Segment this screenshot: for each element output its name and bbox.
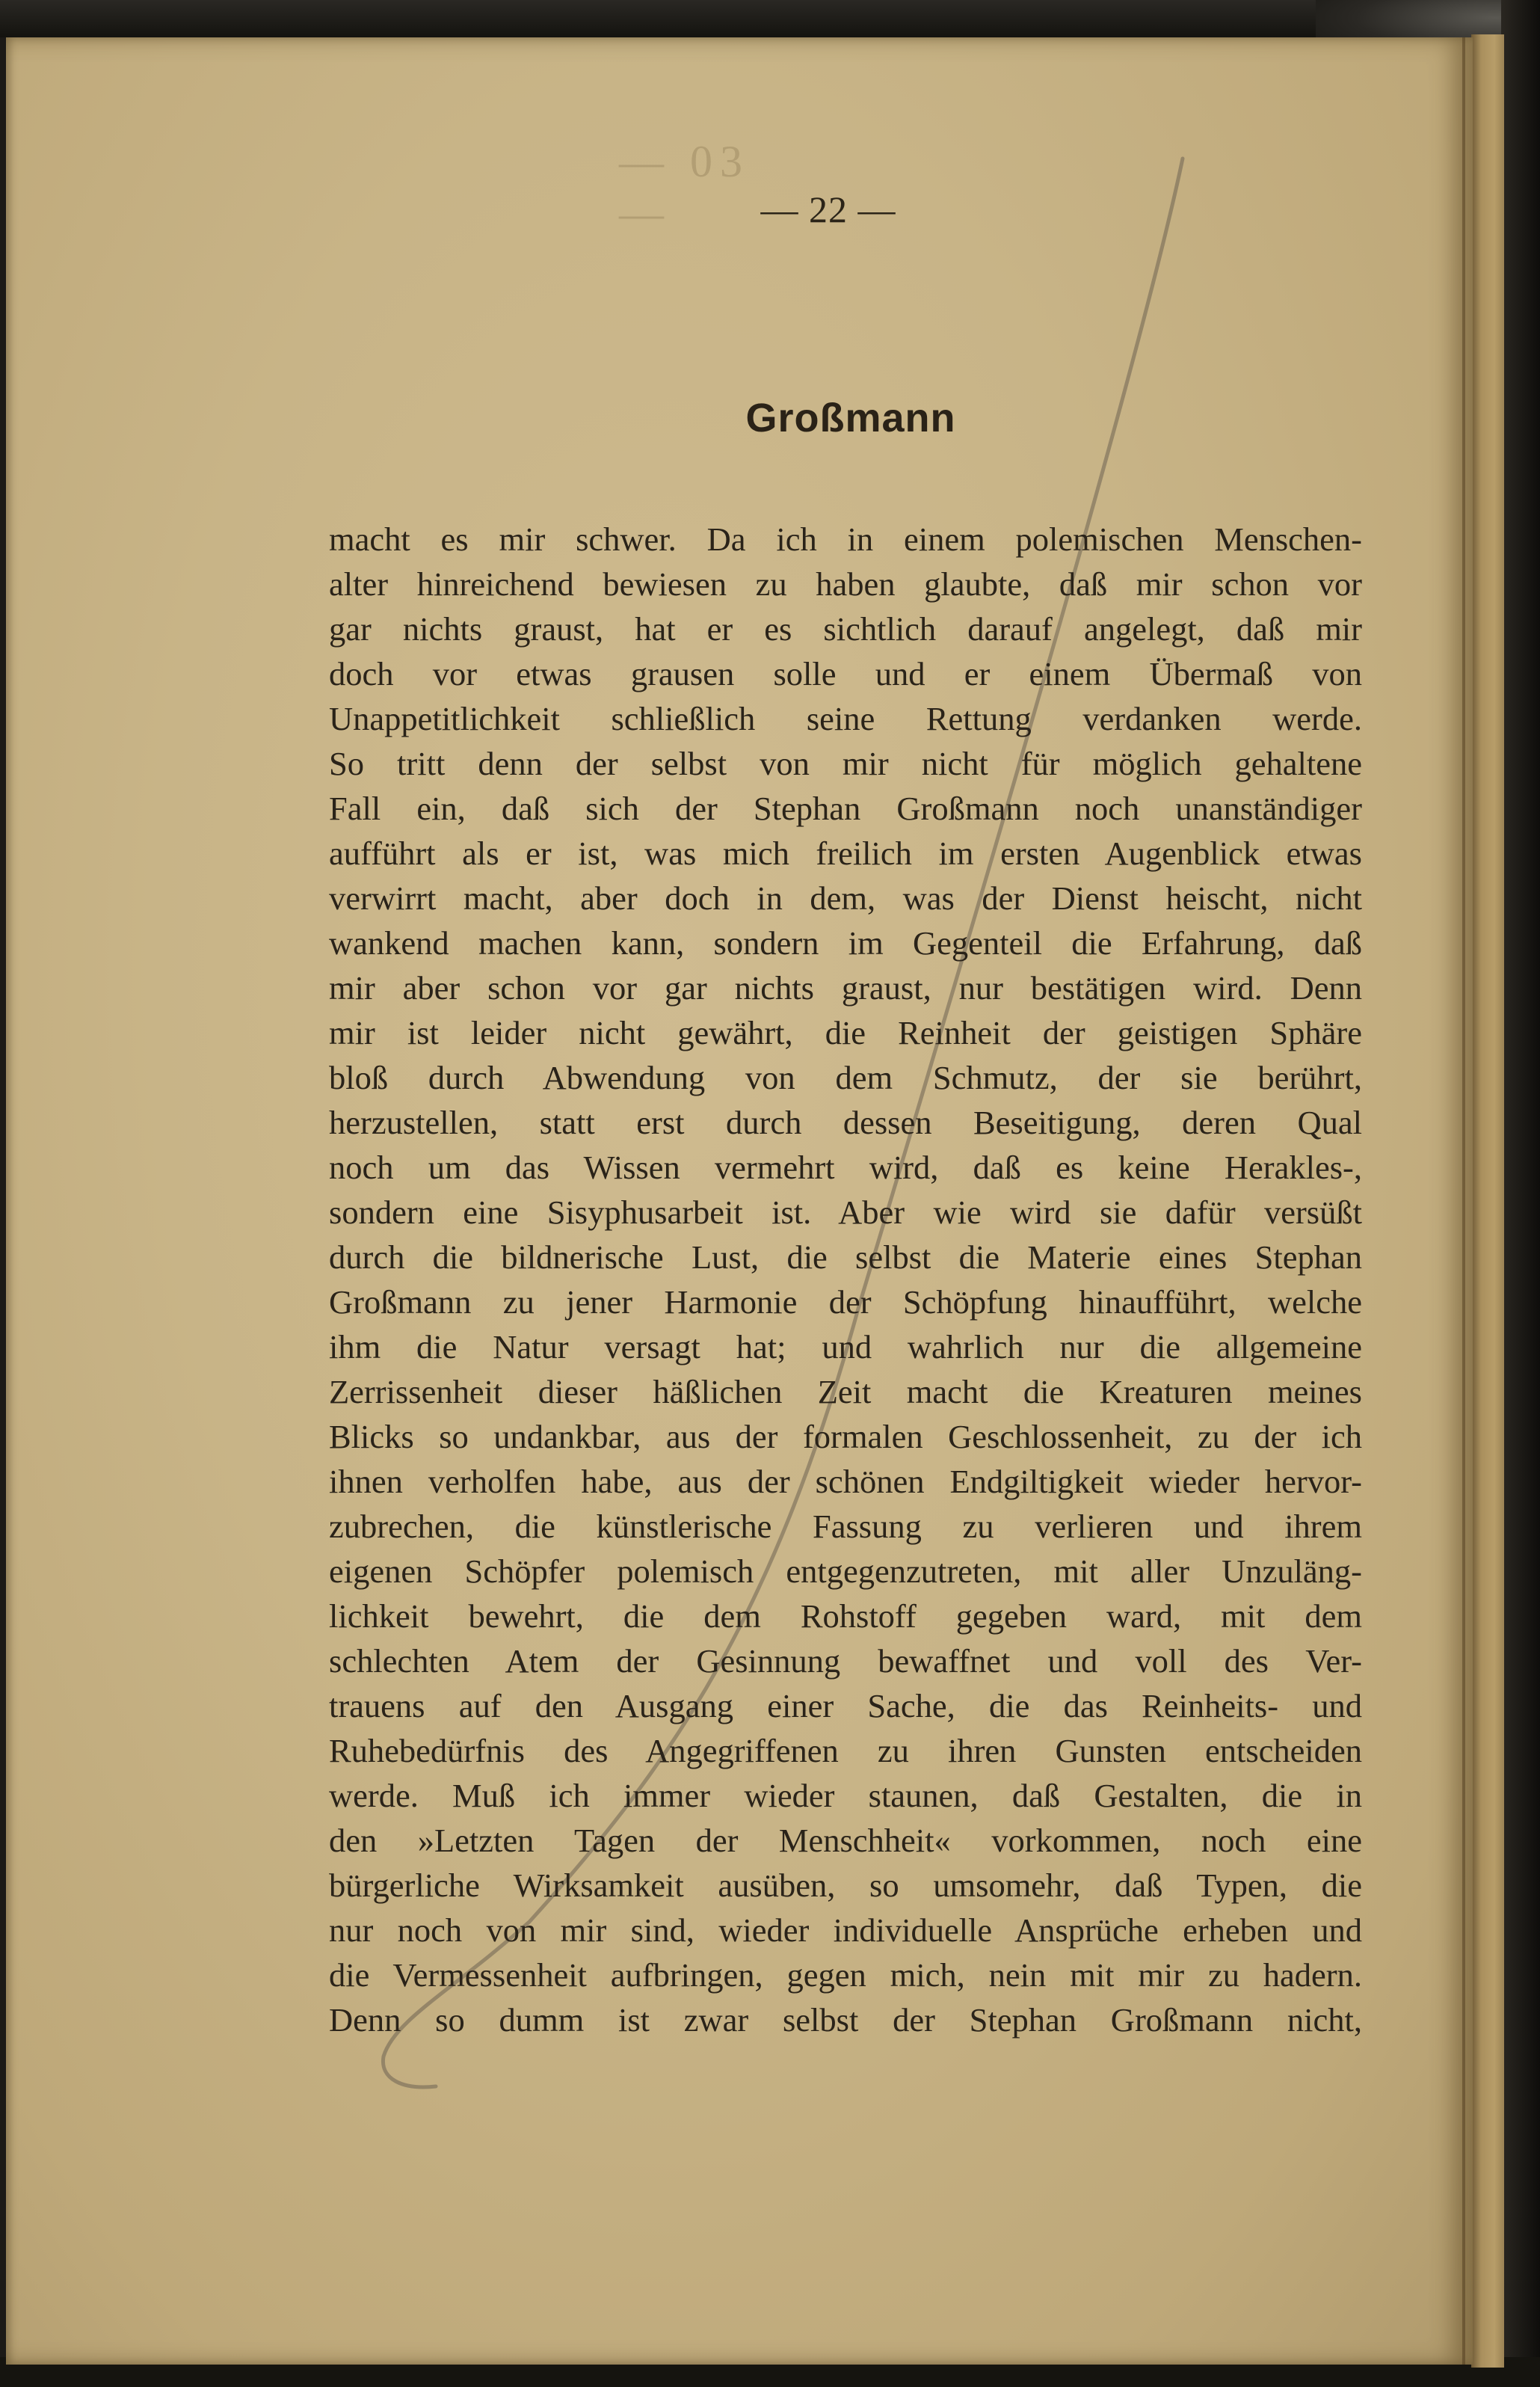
text-line: bürgerliche Wirksamkeit ausüben, so umsomehr, daß Typen, die [329,1867,1362,1904]
text-line: trauens auf den Ausgang einer Sache, die das Reinheits- und [329,1687,1362,1724]
text-line: Denn so dumm ist zwar selbst der Stephan Großmann nicht, [329,2001,1362,2039]
text-line: die Vermessenheit aufbringen, gegen mich, nein mit mir zu hadern. [329,1956,1362,1994]
text-line: ihnen verholfen habe, aus der schönen Endgiltigkeit wieder hervor- [329,1463,1362,1500]
text-line: Unappetitlichkeit schließlich seine Rettung verdanken werde. [329,700,1362,737]
text-line: schlechten Atem der Gesinnung bewaffnet und voll des Ver- [329,1642,1362,1680]
text-line: Blicks so undankbar, aus der formalen Geschlossenheit, zu der ich [329,1418,1362,1455]
text-line: Ruhebedürfnis des Angegriffenen zu ihren Gunsten entscheiden [329,1732,1362,1769]
text-line: alter hinreichend bewiesen zu haben glaubte, daß mir schon vor [329,565,1362,603]
page-number: — 22 — [760,188,896,230]
text-line: sondern eine Sisyphusarbeit ist. Aber wie wird sie dafür versüßt [329,1194,1362,1231]
text-line: den »Letzten Tagen der Menschheit« vorkommen, noch eine [329,1822,1362,1859]
text-line: macht es mir schwer. Da ich in einem polemischen Menschen- [329,520,1362,558]
text-line: bloß durch Abwendung von dem Schmutz, der sie berührt, [329,1059,1362,1096]
text-line: aufführt als er ist, was mich freilich im ersten Augenblick etwas [329,835,1362,872]
text-line: herzustellen, statt erst durch dessen Beseitigung, deren Qual [329,1104,1362,1141]
text-line: So tritt denn der selbst von mir nicht für möglich gehaltene [329,745,1362,782]
text-line: ihm die Natur versagt hat; und wahrlich nur die allgemeine [329,1328,1362,1365]
text-line: wankend machen kann, sondern im Gegenteil die Erfahrung, daß [329,924,1362,962]
running-head-title: Großmann [745,396,956,440]
text-line: eigenen Schöpfer polemisch entgegenzutreten, mit aller Unzuläng- [329,1552,1362,1590]
text-line: zubrechen, die künstlerische Fassung zu verlieren und ihrem [329,1508,1362,1545]
bleed-through-text: — 03 — [619,137,750,238]
text-line: durch die bildnerische Lust, die selbst die Materie eines Stephan [329,1238,1362,1276]
page-gutter [1462,37,1465,2365]
book-page [6,37,1473,2365]
scanner-background-top [0,0,1540,37]
text-line: Zerrissenheit dieser häßlichen Zeit macht die Kreaturen meines [329,1373,1362,1410]
scanner-background-right [1501,0,1540,2387]
adjacent-page-edge [1471,34,1504,2368]
text-line: doch vor etwas grausen solle und er einem Übermaß von [329,655,1362,692]
text-line: nur noch von mir sind, wieder individuelle Ansprüche erheben und [329,1911,1362,1949]
text-line: noch um das Wissen vermehrt wird, daß es keine Herakles-, [329,1149,1362,1186]
text-line: Fall ein, daß sich der Stephan Großmann noch unanständiger [329,790,1362,827]
text-line: werde. Muß ich immer wieder staunen, daß Gestalten, die in [329,1777,1362,1814]
body-text [329,517,1362,2042]
text-line: lichkeit bewehrt, die dem Rohstoff gegeben ward, mit dem [329,1597,1362,1635]
text-line: Großmann zu jener Harmonie der Schöpfung hinaufführt, welche [329,1283,1362,1321]
text-line: gar nichts graust, hat er es sichtlich darauf angelegt, daß mir [329,610,1362,648]
text-line: mir ist leider nicht gewährt, die Reinheit der geistigen Sphäre [329,1014,1362,1051]
text-line: mir aber schon vor gar nichts graust, nur bestätigen wird. Denn [329,969,1362,1007]
text-line: verwirrt macht, aber doch in dem, was der Dienst heischt, nicht [329,879,1362,917]
